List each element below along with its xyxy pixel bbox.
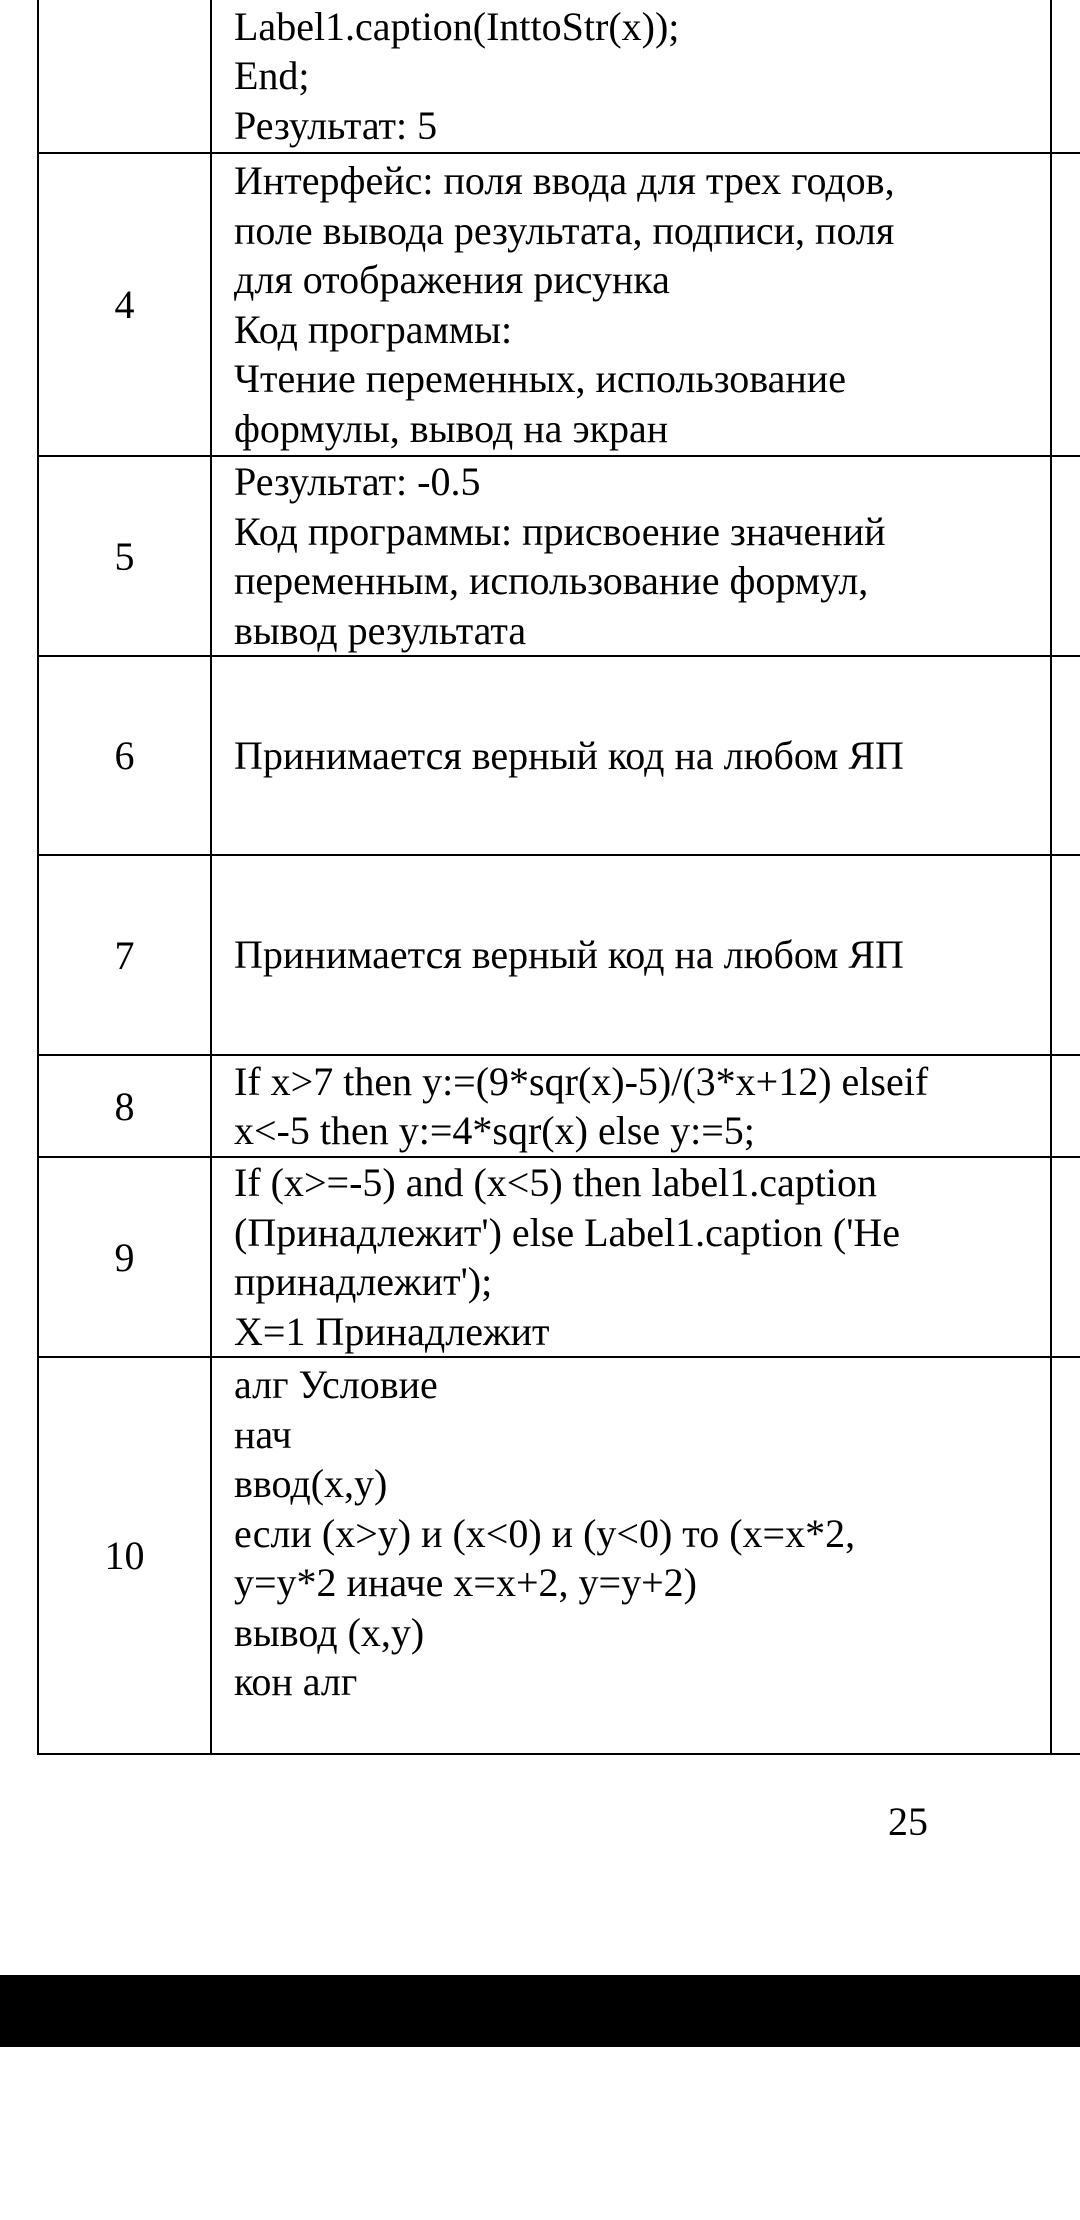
content-line: X=1 Принадлежит	[234, 1308, 550, 1354]
row-number-cell	[38, 0, 211, 153]
row-number-cell: 9	[38, 1157, 211, 1357]
empty-cell	[1051, 855, 1080, 1055]
content-line: переменным, использование формул,	[234, 558, 869, 603]
content-line: вывод (x,y)	[234, 1609, 425, 1655]
table-row	[38, 456, 1080, 656]
row-number-cell: 10	[38, 1357, 211, 1754]
content-line: x<-5 then y:=4*sqr(x) else y:=5;	[234, 1108, 755, 1153]
content-line: если (x>y) и (x<0) и (y<0) то (x=x*2,	[234, 1510, 856, 1556]
table-row	[38, 153, 1080, 456]
content-line: ввод(x,y)	[234, 1461, 388, 1506]
row-content-cell	[211, 1157, 1051, 1357]
row-content-cell	[211, 153, 1051, 456]
content-line: Код программы:	[234, 306, 513, 352]
row-number-cell: 7	[38, 855, 211, 1055]
table-row	[38, 1055, 1080, 1157]
content-line: y=y*2 иначе x=x+2, y=y+2)	[234, 1560, 697, 1605]
content-line: Принимается верный код на любом ЯП	[234, 932, 904, 978]
table-row	[38, 855, 1080, 1055]
row-number-cell: 5	[38, 456, 211, 656]
page-number: 25	[888, 1799, 928, 1844]
row-number-cell: 8	[38, 1055, 211, 1157]
content-line: Результат: 5	[234, 102, 438, 148]
row-content-cell	[211, 656, 1051, 855]
empty-cell	[1051, 456, 1080, 656]
content-line: алг Условие	[234, 1362, 438, 1407]
empty-cell	[1051, 0, 1080, 153]
row-content-cell	[211, 1357, 1051, 1754]
empty-cell	[1051, 1055, 1080, 1157]
content-line: кон алг	[234, 1659, 358, 1704]
row-number-cell: 6	[38, 656, 211, 855]
content-line: End;	[234, 53, 310, 98]
content-line: Принимается верный код на любом ЯП	[234, 732, 904, 778]
empty-cell	[1051, 1157, 1080, 1357]
content-line: вывод результата	[234, 607, 527, 653]
table-row	[38, 0, 1080, 153]
content-line: формулы, вывод на экран	[234, 405, 669, 451]
answers-table	[37, 0, 1080, 1755]
content-line: нач	[234, 1411, 292, 1457]
content-line: Интерфейс: поля ввода для трех годов,	[234, 158, 895, 203]
row-content-cell	[211, 0, 1051, 153]
content-line: If (x>=-5) and (x<5) then label1.caption	[234, 1160, 878, 1205]
table-row	[38, 1357, 1080, 1754]
content-line: для отображения рисунка	[234, 257, 670, 302]
row-content-cell	[211, 855, 1051, 1055]
content-line: If x>7 then y:=(9*sqr(x)-5)/(3*x+12) elseif	[234, 1058, 929, 1104]
table-row	[38, 1157, 1080, 1357]
empty-cell	[1051, 153, 1080, 456]
content-line: Код программы: присвоение значений	[234, 508, 886, 554]
content-line: (Принадлежит') else Label1.caption ('Не	[234, 1209, 901, 1255]
content-line: Чтение переменных, использование	[234, 356, 846, 401]
content-line: принадлежит');	[234, 1259, 493, 1304]
content-line: Результат: -0.5	[234, 459, 481, 504]
empty-cell	[1051, 656, 1080, 855]
row-content-cell	[211, 456, 1051, 656]
row-content-cell	[211, 1055, 1051, 1157]
table-row	[38, 656, 1080, 855]
empty-cell	[1051, 1357, 1080, 1754]
content-line: Label1.caption(InttoStr(x));	[234, 3, 680, 49]
row-number-cell: 4	[38, 153, 211, 456]
content-line: поле вывода результата, подписи, поля	[234, 207, 895, 253]
black-bar	[0, 1975, 1080, 2047]
